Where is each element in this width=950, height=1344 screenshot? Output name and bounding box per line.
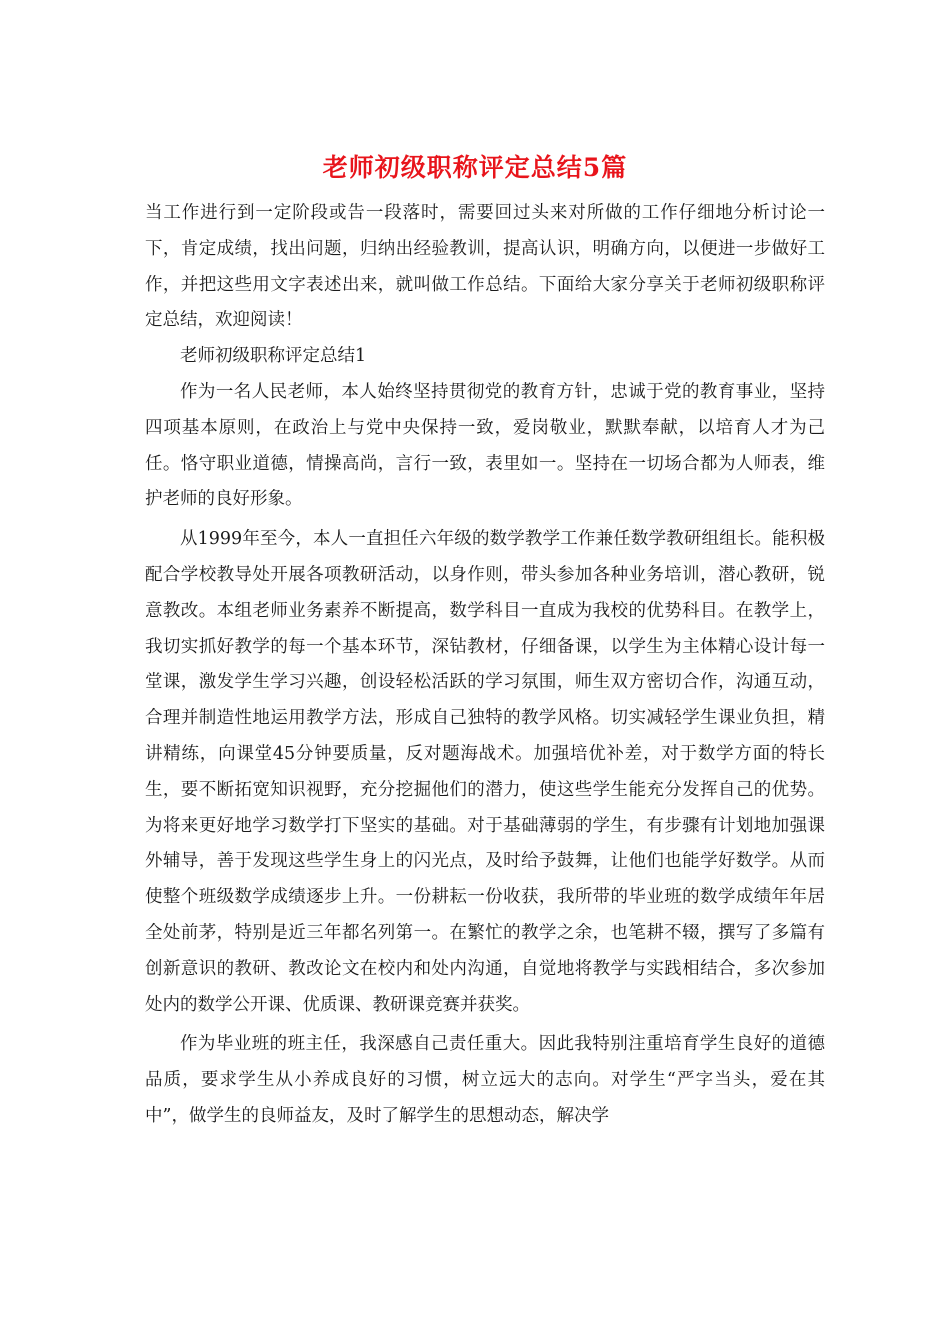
section-heading: 老师初级职称评定总结1 bbox=[180, 346, 367, 367]
document-body bbox=[145, 196, 825, 1135]
body-paragraph: 作为一名人民老师，本人始终坚持贯彻党的教育方针，忠诚于党的教育事业，坚持四项基本原则，在政治上与党中央保持一致，爱岗敬业，默默奉献，以培育人才为己任。恪守职业道德，情操高尚，言行一致，表里如一。坚持在一切场合都为人师表，维护老师的良好形象。 bbox=[145, 381, 825, 510]
document-title: 老师初级职称评定总结5篇 bbox=[322, 153, 628, 182]
body-paragraph: 作为毕业班的班主任，我深感自己责任重大。因此我特别注重培育学生良好的道德品质，要求学生从小养成良好的习惯，树立远大的志向。对学生“严字当头，爱在其中”，做学生的良师益友，及时了解学生的思想动态，解决学 bbox=[145, 1034, 825, 1126]
body-paragraph: 从1999年至今，本人一直担任六年级的数学教学工作兼任数学教研组组长。能积极配合学校教导处开展各项教研活动，以身作则，带头参加各种业务培训，潜心教研，锐意教改。本组老师业务素养不断提高，数学科目一直成为我校的优势科目。在教学上，我切实抓好教学的每一个基本环节，深钻教材，仔细备课，以学生为主体精心设计每一堂课，激发学生学习兴趣，创设轻松活跃的学习氛围，师生双方密切合作，沟通互动，合理并制造性地运用教学方法，形成自己独特的教学风格。切实减轻学生课业负担，精讲精练，向课堂45分钟要质量，反对题海战术。加强培优补差，对于数学方面的特长生，要不断拓宽知识视野，充分挖掘他们的潜力，使这些学生能充分发挥自己的优势。为将来更好地学习数学打下坚实的基础。对于基础薄弱的学生，有步骤有计划地加强课外辅导，善于发现这些学生身上的闪光点，及时给予鼓舞，让他们也能学好数学。从而使整个班级数学成绩逐步上升。一份耕耘一份收获，我所带的毕业班的数学成绩年年居全处前茅，特别是近三年都名列第一。在繁忙的教学之余，也笔耕不辍，撰写了多篇有创新意识的教研、教改论文在校内和处内沟通，自觉地将教学与实践相结合，多次参加处内的数学公开课、优质课、教研课竞赛并获奖。 bbox=[145, 529, 825, 1015]
intro-paragraph: 当工作进行到一定阶段或告一段落时，需要回过头来对所做的工作仔细地分析讨论一下，肯定成绩，找出问题，归纳出经验教训，提高认识，明确方向，以便进一步做好工作，并把这些用文字表述出来，就叫做工作总结。下面给大家分享关于老师初级职称评定总结，欢迎阅读！ bbox=[145, 203, 825, 331]
